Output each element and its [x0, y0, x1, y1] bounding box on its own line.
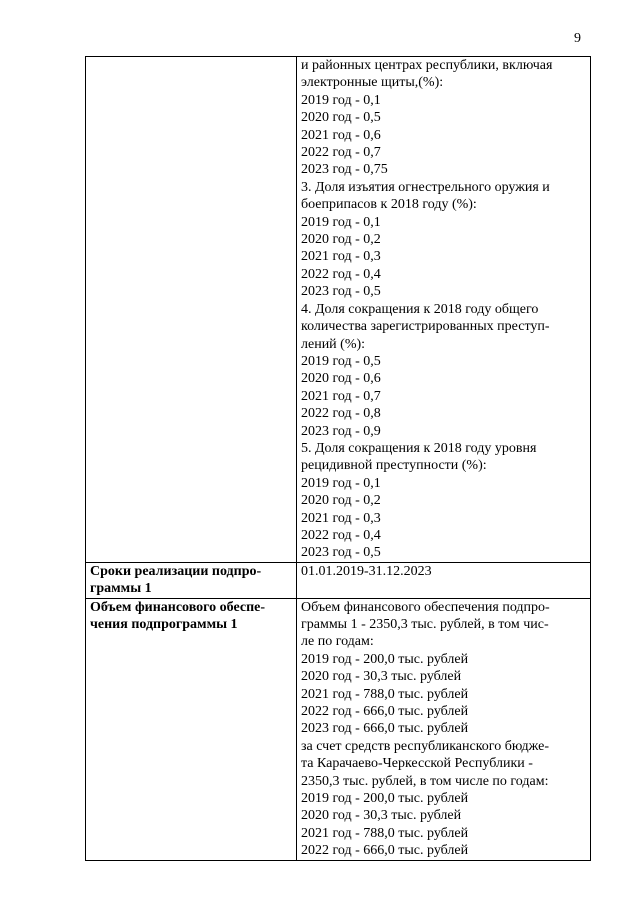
- table-row-indicators: [86, 57, 591, 563]
- text-line: 2020 год - 0,5: [301, 110, 381, 126]
- deadlines-label: [86, 562, 297, 598]
- text-line: 2021 год - 0,3: [301, 510, 381, 526]
- text-line: 2019 год - 0,1: [301, 475, 381, 491]
- text-line: 2020 год - 0,6: [301, 371, 381, 387]
- text-line: 2023 год - 666,0 тыс. рублей: [301, 721, 469, 737]
- passport-table: [85, 56, 591, 861]
- text-line: 2350,3 тыс. рублей, в том числе по годам:: [301, 773, 549, 789]
- text-line: Объем финансового обеспечения подпро-: [301, 599, 550, 615]
- text-line: 2022 год - 0,4: [301, 527, 381, 543]
- funding-cell: [297, 598, 591, 860]
- text-line: 2019 год - 200,0 тыс. рублей: [301, 651, 469, 667]
- text-line: 2022 год - 666,0 тыс. рублей: [301, 704, 469, 720]
- text-line: 2023 год - 0,5: [301, 545, 381, 561]
- label-line: Сроки реализации подпро-: [90, 563, 262, 579]
- table-row-funding: [86, 598, 591, 860]
- text-line: 2019 год - 0,5: [301, 353, 381, 369]
- page-number: 9: [574, 31, 581, 46]
- label-line: Объем финансового обеспе-: [90, 599, 266, 615]
- text-line: 2021 год - 0,3: [301, 249, 381, 265]
- text-line: 2023 год - 0,75: [301, 162, 388, 178]
- text-line: 2019 год - 200,0 тыс. рублей: [301, 791, 469, 807]
- text-line: 2021 год - 788,0 тыс. рублей: [301, 686, 469, 702]
- text-line: 2019 год - 0,1: [301, 92, 381, 108]
- text-line: 3. Доля изъятия огнестрельного оружия и: [301, 179, 550, 195]
- text-line: 2023 год - 0,9: [301, 423, 381, 439]
- text-line: 2021 год - 788,0 тыс. рублей: [301, 825, 469, 841]
- funding-label: [86, 598, 297, 860]
- text-line: 2022 год - 0,8: [301, 406, 381, 422]
- text-line: и районных центрах республики, включая: [301, 58, 553, 73]
- text-line: 2022 год - 666,0 тыс. рублей: [301, 843, 469, 859]
- text-line: граммы 1 - 2350,3 тыс. рублей, в том чис-: [301, 617, 549, 632]
- deadlines-text: 01.01.2019-31.12.2023: [301, 563, 432, 579]
- text-line: 4. Доля сокращения к 2018 году общего: [301, 301, 539, 317]
- text-line: электронные щиты,(%):: [301, 75, 444, 91]
- label-line: чения подпрограммы 1: [90, 617, 238, 632]
- deadlines-value: [297, 562, 591, 598]
- text-line: 2021 год - 0,7: [301, 388, 381, 404]
- text-line: 2021 год - 0,6: [301, 127, 381, 143]
- text-line: боеприпасов к 2018 году (%):: [301, 197, 477, 213]
- text-line: 2020 год - 30,3 тыс. рублей: [301, 669, 462, 685]
- text-line: рецидивной преступности (%):: [301, 458, 487, 474]
- text-line: за счет средств республиканского бюдже-: [301, 738, 550, 754]
- empty-label-cell: [86, 57, 297, 563]
- text-line: ле по годам:: [301, 634, 374, 650]
- label-line: граммы 1: [90, 581, 152, 597]
- text-line: 2019 год - 0,1: [301, 214, 381, 230]
- text-line: 2022 год - 0,4: [301, 266, 381, 282]
- text-line: 5. Доля сокращения к 2018 году уровня: [301, 440, 537, 456]
- text-line: количества зарегистрированных преступ-: [301, 319, 550, 335]
- indicators-cell: [297, 57, 591, 563]
- text-line: 2020 год - 0,2: [301, 232, 381, 248]
- text-line: та Карачаево-Черкесской Республики -: [301, 756, 533, 772]
- text-line: 2023 год - 0,5: [301, 284, 381, 300]
- text-line: 2020 год - 0,2: [301, 493, 381, 509]
- text-line: 2020 год - 30,3 тыс. рублей: [301, 808, 462, 824]
- table-row-deadlines: [86, 562, 591, 598]
- text-line: 2022 год - 0,7: [301, 145, 381, 161]
- text-line: лений (%):: [301, 336, 366, 352]
